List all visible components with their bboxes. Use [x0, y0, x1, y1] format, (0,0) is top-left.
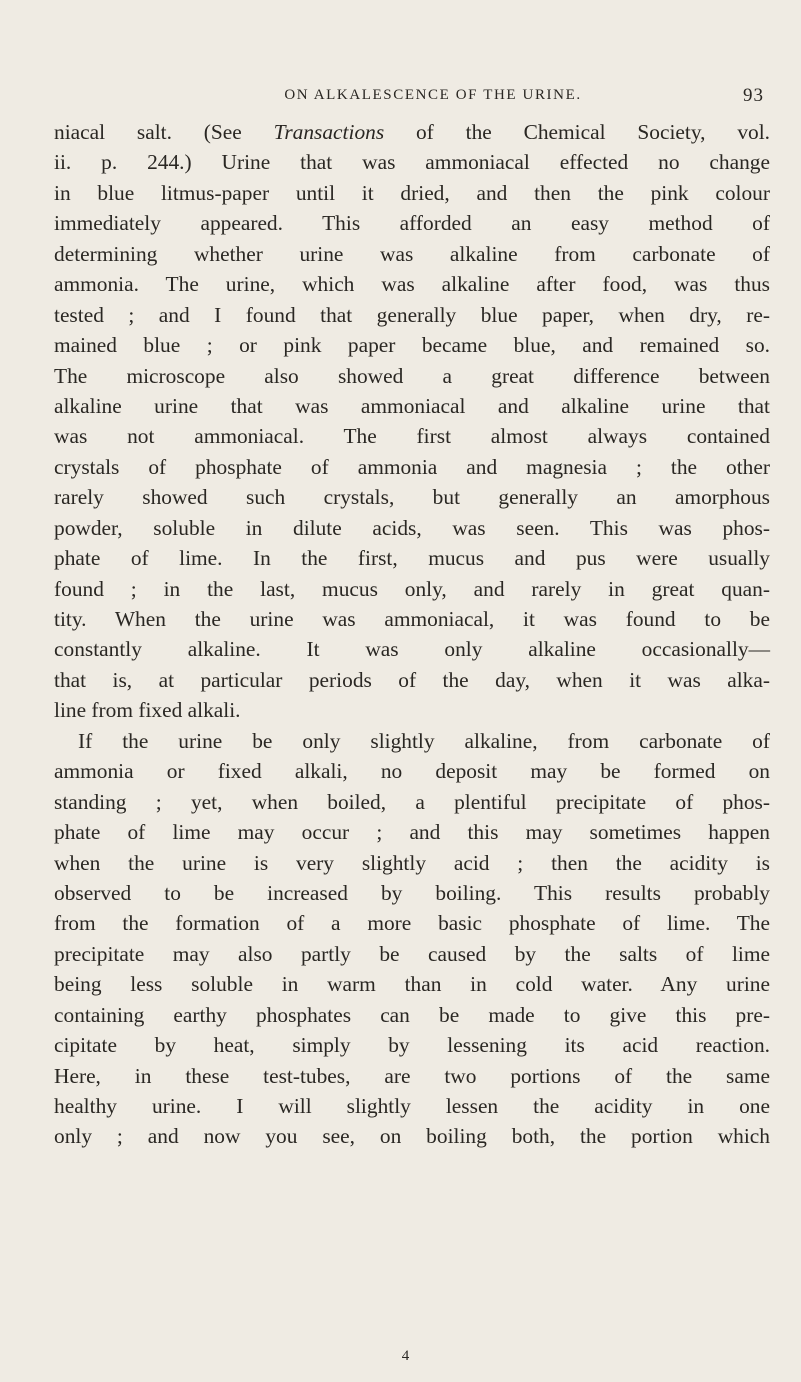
text-line: alkaline urine that was ammoniacal and alkaline urine that [54, 393, 770, 418]
paragraph-end-line: line from fixed alkali. [54, 698, 241, 723]
text-line: ii. p. 244.) Urine that was ammoniacal effected no change [54, 150, 770, 175]
text-line: healthy urine. I will slightly lessen the acidity in one [54, 1094, 770, 1118]
paragraph-start-line: If the urine be only slightly alkaline, from carbonate of [78, 728, 770, 753]
text-line: mained blue ; or pink paper became blue, and remained so. [54, 333, 770, 358]
text-line: containing earthy phosphates can be made to give this pre- [54, 1002, 770, 1027]
text-line: rarely showed such crystals, but generally an amorphous [54, 485, 770, 510]
italic-title: Transactions [273, 120, 385, 144]
text-line: constantly alkaline. It was only alkaline occasionally— [54, 637, 770, 662]
text-line: ammonia or fixed alkali, no deposit may be formed on [54, 759, 770, 784]
text-line: from the formation of a more basic phosphate of lime. The [54, 911, 770, 936]
text-line: Here, in these test-tubes, are two portions of the same [54, 1063, 770, 1088]
running-head [54, 87, 768, 113]
running-title: ON ALKALESCENCE OF THE URINE. [284, 87, 582, 103]
text-line: in blue litmus-paper until it dried, and then the pink colour [54, 180, 770, 205]
text-line: only ; and now you see, on boiling both, the portion which [54, 1124, 770, 1149]
text-line: crystals of phosphate of ammonia and magnesia ; the other [54, 454, 770, 479]
text-line: immediately appeared. This afforded an easy method of [54, 211, 770, 236]
text-line: found ; in the last, mucus only, and rarely in great quan- [54, 576, 770, 601]
text-line: phate of lime. In the first, mucus and pus were usually [54, 546, 770, 571]
text-line: tested ; and I found that generally blue paper, when dry, re- [54, 302, 770, 327]
text-line: ammonia. The urine, which was alkaline after food, was thus [54, 272, 770, 297]
text-line: precipitate may also partly be caused by the salts of lime [54, 941, 770, 966]
page-number: 93 [743, 85, 764, 106]
text-line: The microscope also showed a great difference between [54, 363, 770, 388]
text-line: observed to be increased by boiling. This results probably [54, 880, 770, 905]
text-line: powder, soluble in dilute acids, was seen. This was phos- [54, 515, 770, 540]
text-line: was not ammoniacal. The first almost always contained [54, 424, 770, 449]
text-line: determining whether urine was alkaline from carbonate of [54, 241, 770, 266]
body-text [54, 117, 770, 1152]
text-line: cipitate by heat, simply by lessening its acid reaction. [54, 1033, 770, 1058]
text-line: tity. When the urine was ammoniacal, it was found to be [54, 607, 770, 631]
text-line: phate of lime may occur ; and this may sometimes happen [54, 820, 770, 845]
text-line: being less soluble in warm than in cold water. Any urine [54, 972, 770, 997]
text-line: that is, at particular periods of the day, when it was alka- [54, 667, 770, 692]
text-line: niacal salt. (See Transactions of the Chemical Society, vol. [54, 120, 770, 144]
text-line: standing ; yet, when boiled, a plentiful precipitate of phos- [54, 789, 770, 814]
text-line: when the urine is very slightly acid ; then the acidity is [54, 850, 770, 875]
signature-mark: 4 [401, 1348, 410, 1364]
